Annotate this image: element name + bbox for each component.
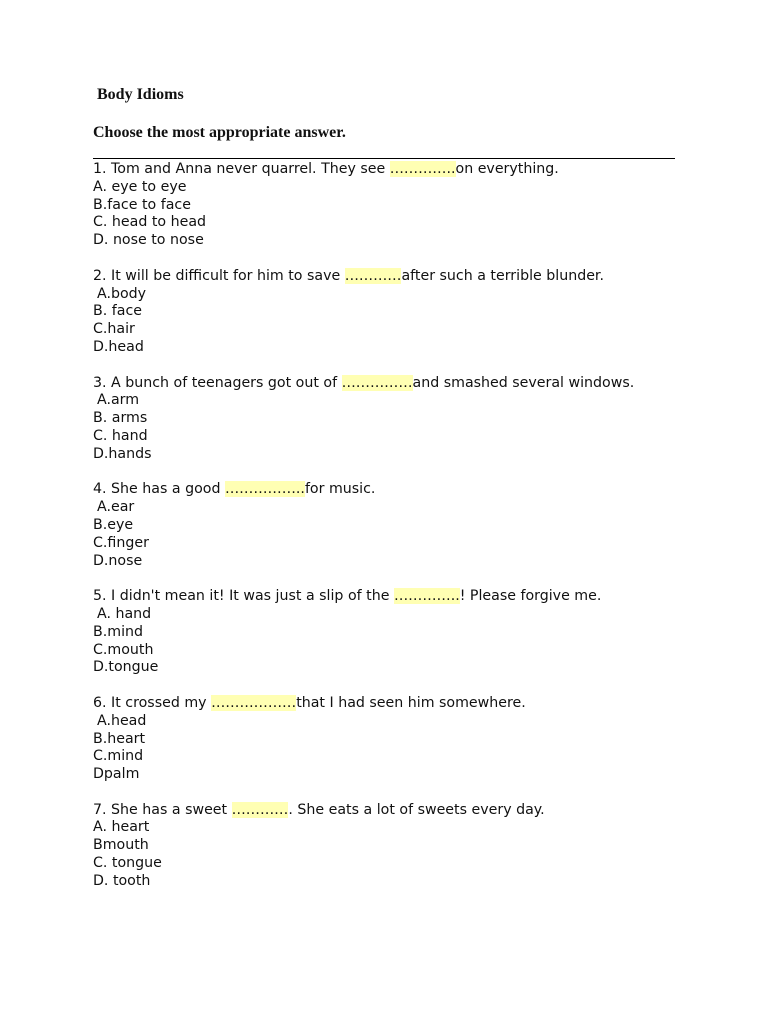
question-2 (93, 268, 673, 357)
divider-line (93, 158, 675, 159)
stem-text-after: and smashed several windows. (412, 374, 635, 391)
stem-text-after: . She eats a lot of sweets every day. (288, 801, 545, 818)
stem-text-before: 1. Tom and Anna never quarrel. They see (93, 161, 390, 177)
answer-blank: …………… (341, 374, 413, 391)
stem-text-after: that I had seen him somewhere. (296, 694, 526, 711)
option-c: C. hand (93, 427, 148, 444)
answer-blank: ……………… (211, 694, 297, 711)
question-1 (93, 161, 673, 250)
question-6 (93, 695, 673, 784)
question-4 (93, 481, 673, 570)
option-c: C.hair (93, 321, 135, 338)
stem-text-before: 7. She has a sweet (93, 801, 232, 818)
option-d: D. nose to nose (93, 232, 204, 249)
stem-text-after: for music. (304, 481, 376, 498)
option-a: A. eye to eye (93, 178, 187, 195)
option-b: B.face to face (93, 196, 191, 213)
question-stem (93, 481, 673, 499)
answer-blank: ………….. (393, 588, 460, 605)
question-list (93, 161, 673, 908)
stem-text-before: 3. A bunch of teenagers got out of (93, 374, 342, 391)
stem-text-after: on everything. (455, 161, 559, 177)
option-d: D.nose (93, 552, 143, 569)
question-stem (93, 802, 673, 820)
question-stem (93, 161, 673, 179)
option-b: B. face (93, 303, 142, 320)
option-b: B.mind (93, 623, 144, 640)
option-a: A.arm (97, 392, 140, 409)
stem-text-after: after such a terrible blunder. (401, 267, 604, 284)
option-b: B.eye (93, 516, 134, 533)
question-7 (93, 802, 673, 891)
option-b: B. arms (93, 410, 148, 427)
option-c: C. head to head (93, 214, 207, 231)
question-stem (93, 375, 673, 393)
option-a: A. hand (97, 605, 152, 622)
option-d: D.head (93, 338, 144, 355)
stem-text-after: ! Please forgive me. (459, 588, 602, 605)
option-b: B.heart (93, 730, 146, 747)
question-stem (93, 588, 673, 606)
option-c: C. tongue (93, 855, 162, 872)
stem-text-before: 6. It crossed my (93, 694, 212, 711)
stem-text-before: 5. I didn't mean it! It was just a slip of the (93, 588, 394, 605)
stem-text-before: 4. She has a good (93, 481, 225, 498)
stem-text-before: 2. It will be difficult for him to save (93, 267, 345, 284)
option-c: C.mind (93, 748, 144, 765)
question-stem (93, 268, 673, 286)
option-c: C.finger (93, 534, 149, 551)
page-title: Body Idioms (97, 86, 184, 103)
option-a: A.body (97, 285, 147, 302)
answer-blank: ………… (231, 801, 289, 818)
option-a: A.head (97, 712, 147, 729)
option-c: C.mouth (93, 641, 154, 658)
answer-blank: ………… (344, 267, 402, 284)
answer-blank: …………….. (224, 481, 305, 498)
option-a: A.ear (97, 499, 135, 516)
option-b: Bmouth (93, 837, 149, 854)
option-d: D.tongue (93, 659, 159, 676)
option-a: A. heart (93, 819, 150, 836)
option-d: Dpalm (93, 766, 140, 783)
question-3 (93, 375, 673, 464)
option-d: D. tooth (93, 872, 151, 889)
answer-blank: ………….. (389, 161, 456, 177)
option-d: D.hands (93, 445, 152, 462)
question-5 (93, 588, 673, 677)
question-stem (93, 695, 673, 713)
instruction-text: Choose the most appropriate answer. (93, 124, 346, 141)
